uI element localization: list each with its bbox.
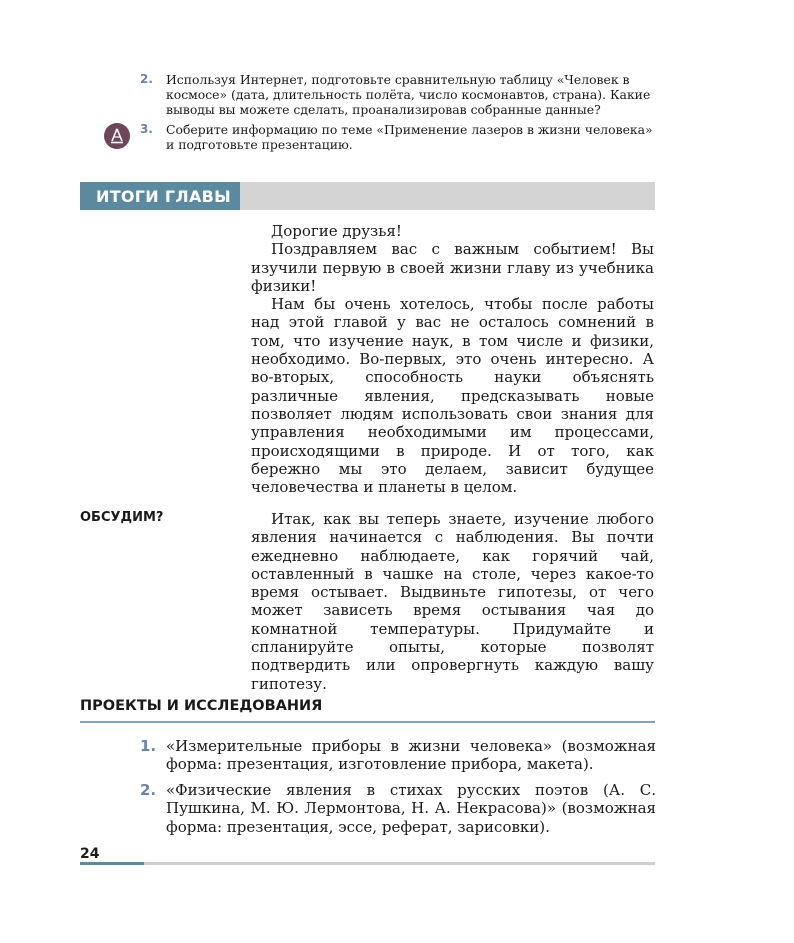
discuss-label: ОБСУДИМ? (80, 510, 164, 525)
task-item (140, 72, 660, 117)
discuss-text-block (251, 510, 654, 693)
footer-rule (80, 862, 655, 865)
summary-text (251, 222, 654, 496)
footer-accent (80, 862, 144, 865)
task-number: 3. (140, 122, 153, 136)
section-banner-title: ИТОГИ ГЛАВЫ (80, 182, 240, 210)
project-text: «Физические явления в стихах русских поэтов (А. С. Пушкина, М. Ю. Лермонтова, Н. А. Некрасова)» (возможная форма: презентация, эссе, реферат, зарисовки). (166, 781, 656, 836)
project-number: 1. (140, 737, 157, 755)
project-item (140, 781, 656, 836)
task-text: Соберите информацию по теме «Применение лазеров в жизни человека» и подготовьте презентацию. (166, 122, 653, 152)
projects-title: ПРОЕКТЫ И ИССЛЕДОВАНИЯ (80, 698, 323, 714)
page-number: 24 (80, 846, 100, 862)
compass-ruler-icon (104, 123, 130, 149)
project-item (140, 737, 656, 774)
project-text: «Измерительные приборы в жизни человека» (возможная форма: презентация, изготовление прибора, макета). (166, 737, 656, 774)
task-number: 2. (140, 72, 153, 86)
summary-paragraph: Нам бы очень хотелось, чтобы после работы над этой главой у вас не осталось сомнений в том, что изучение наук, в том числе и физики, необходимо. Во-первых, это очень интересно. А во-вторых, способность науки объяснять различные явления, предсказывать новые позволяет людям использовать свои знания для управления необходимыми им процессами, происходящими в природе. И от того, как бережно мы это делаем, зависит будущее человечества и планеты в целом. (251, 295, 654, 497)
task-item (140, 122, 660, 152)
discuss-paragraph: Итак, как вы теперь знаете, изучение любого явления начинается с наблюдения. Вы почти ежедневно наблюдаете, как горячий чай, оставленный в чашке на столе, через какое-то время остывает. Выдвиньте гипотезы, от чего может зависеть время остывания чая до комнатной температуры. Придумайте и спланируйте опыты, которые позволят подтвердить или опровергнуть каждую вашу гипотезу. (251, 510, 654, 693)
summary-paragraph: Дорогие друзья! (271, 222, 402, 240)
project-number: 2. (140, 781, 157, 799)
task-text: Используя Интернет, подготовьте сравнительную таблицу «Человек в космосе» (дата, длительность полёта, число космонавтов, страна). Какие выводы вы можете сделать, проанализировав собранные данные? (166, 72, 651, 117)
section-divider (80, 721, 655, 723)
summary-paragraph: Поздравляем вас с важным событием! Вы изучили первую в своей жизни главу из учебника физики! (251, 240, 654, 295)
